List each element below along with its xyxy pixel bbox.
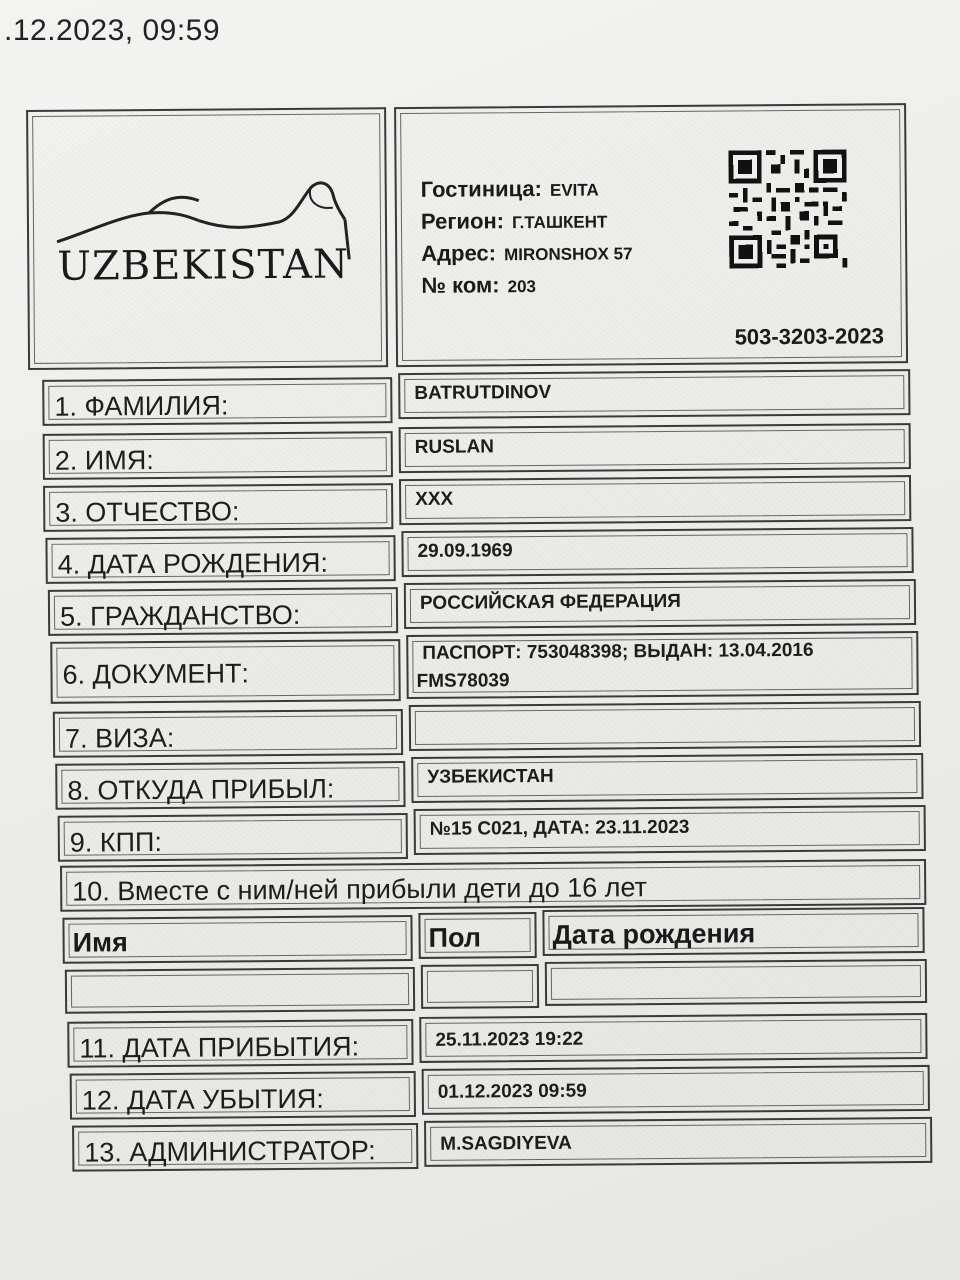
value-inner <box>415 707 915 745</box>
field-value-box <box>411 753 923 803</box>
field-label: 11. ДАТА ПРИБЫТИЯ: <box>79 1031 360 1064</box>
field-label: 3. ОТЧЕСТВО: <box>55 496 240 528</box>
field-value: УЗБЕКИСТАН <box>427 765 554 788</box>
field-value: ПАСПОРТ: 753048398; ВЫДАН: 13.04.2016 <box>422 639 814 664</box>
field-row <box>55 757 923 810</box>
field-label-box <box>43 483 393 532</box>
logo-text: UZBEKISTAN <box>57 241 350 290</box>
field-value-box <box>398 369 910 419</box>
field-label: 4. ДАТА РОЖДЕНИЯ: <box>57 547 329 580</box>
field-value-box <box>399 423 911 473</box>
field-label: 2. ИМЯ: <box>54 445 154 476</box>
field-row <box>43 427 911 480</box>
field-label-box <box>67 1019 413 1068</box>
field-value: RUSLAN <box>414 436 494 458</box>
children-col-dob-header <box>542 907 924 956</box>
logo-box <box>26 107 388 370</box>
children-title: 10. Вместе с ним/ней прибыли дети до 16 лет <box>72 872 648 907</box>
field-value: 25.11.2023 19:22 <box>435 1028 584 1051</box>
cell-inner <box>551 965 921 1000</box>
field-label: 1. ФАМИЛИЯ: <box>54 390 229 422</box>
children-col-sex-header <box>418 912 536 959</box>
registration-card <box>26 93 934 1175</box>
children-row-name-cell <box>65 967 415 1014</box>
field-label: 13. АДМИНИСТРАТОР: <box>84 1135 376 1168</box>
field-value-box <box>422 1065 930 1115</box>
field-row <box>50 635 918 706</box>
field-value-box <box>424 1117 932 1167</box>
qr-code-icon <box>728 150 847 269</box>
col-sex-label: Пол <box>428 922 482 953</box>
footer-field-row <box>70 1067 932 1120</box>
field-row <box>45 531 913 584</box>
field-label-box <box>48 587 398 636</box>
hotel-info-box <box>394 103 908 367</box>
hotel-value: EVITA <box>549 180 599 200</box>
field-label: 5. ГРАЖДАНСТВО: <box>59 599 301 632</box>
field-label-box <box>55 761 405 810</box>
field-label-box <box>42 377 392 426</box>
field-label-box <box>72 1123 418 1172</box>
field-value: 01.12.2023 09:59 <box>437 1080 587 1103</box>
field-value: 29.09.1969 <box>417 540 513 562</box>
field-label-box <box>45 535 395 584</box>
children-row-dob-cell <box>545 959 927 1006</box>
cell-inner <box>71 973 409 1008</box>
field-label: 7. ВИЗА: <box>64 722 175 754</box>
field-label-box <box>58 813 408 862</box>
children-row-sex-cell <box>421 964 539 1009</box>
address-label: Адрес: <box>421 240 497 266</box>
field-label: 6. ДОКУМЕНТ: <box>62 658 250 690</box>
field-value: BATRUTDINOV <box>414 381 552 404</box>
col-dob-label: Дата рождения <box>552 918 756 950</box>
field-value-box <box>399 475 911 525</box>
region-label: Регион: <box>420 208 505 234</box>
field-value-box <box>414 805 926 855</box>
address-value: MIRONSHOX 57 <box>503 244 633 265</box>
hotel-label: Гостиница: <box>420 175 543 202</box>
field-value: РОССИЙСКАЯ ФЕДЕРАЦИЯ <box>419 590 681 614</box>
value-inner <box>405 481 905 519</box>
uzbekistan-logo <box>49 179 370 302</box>
field-row <box>43 479 911 532</box>
field-label: 8. ОТКУДА ПРИБЫЛ: <box>67 773 335 806</box>
field-value-line2: FMS78039 <box>416 670 510 692</box>
field-label-box <box>70 1071 416 1120</box>
field-value-box <box>406 631 918 699</box>
cell-inner <box>427 970 533 1003</box>
field-value: XXX <box>415 488 454 510</box>
room-value: 203 <box>507 277 537 297</box>
field-value-box <box>419 1013 927 1063</box>
field-label-box <box>43 431 393 480</box>
field-row <box>58 809 926 862</box>
field-label-box <box>53 709 403 758</box>
field-row <box>48 583 916 636</box>
room-label: № ком: <box>421 272 500 298</box>
room-line <box>421 272 536 299</box>
field-label: 9. КПП: <box>69 826 163 858</box>
footer-field-row <box>72 1119 934 1172</box>
hotel-line <box>421 176 599 203</box>
field-row <box>53 705 921 758</box>
children-title-box <box>60 859 926 912</box>
field-row <box>42 373 910 426</box>
children-col-name-header <box>62 915 412 964</box>
field-value: №15 C021, ДАТА: 23.11.2023 <box>429 816 690 840</box>
field-value-box <box>401 527 913 577</box>
field-value: M.SAGDIYEVA <box>440 1132 572 1155</box>
footer-field-row <box>67 1015 929 1068</box>
document-number: 503-3203-2023 <box>734 323 884 350</box>
field-label-box <box>50 639 400 704</box>
address-line <box>421 239 632 267</box>
region-line <box>421 207 608 234</box>
region-value: Г.ТАШКЕНТ <box>512 212 608 233</box>
field-label: 12. ДАТА УБЫТИЯ: <box>81 1083 324 1116</box>
field-value-box <box>409 701 921 751</box>
col-name-label: Имя <box>72 927 128 958</box>
print-timestamp: .12.2023, 09:59 <box>4 14 221 47</box>
field-value-box <box>404 579 916 629</box>
